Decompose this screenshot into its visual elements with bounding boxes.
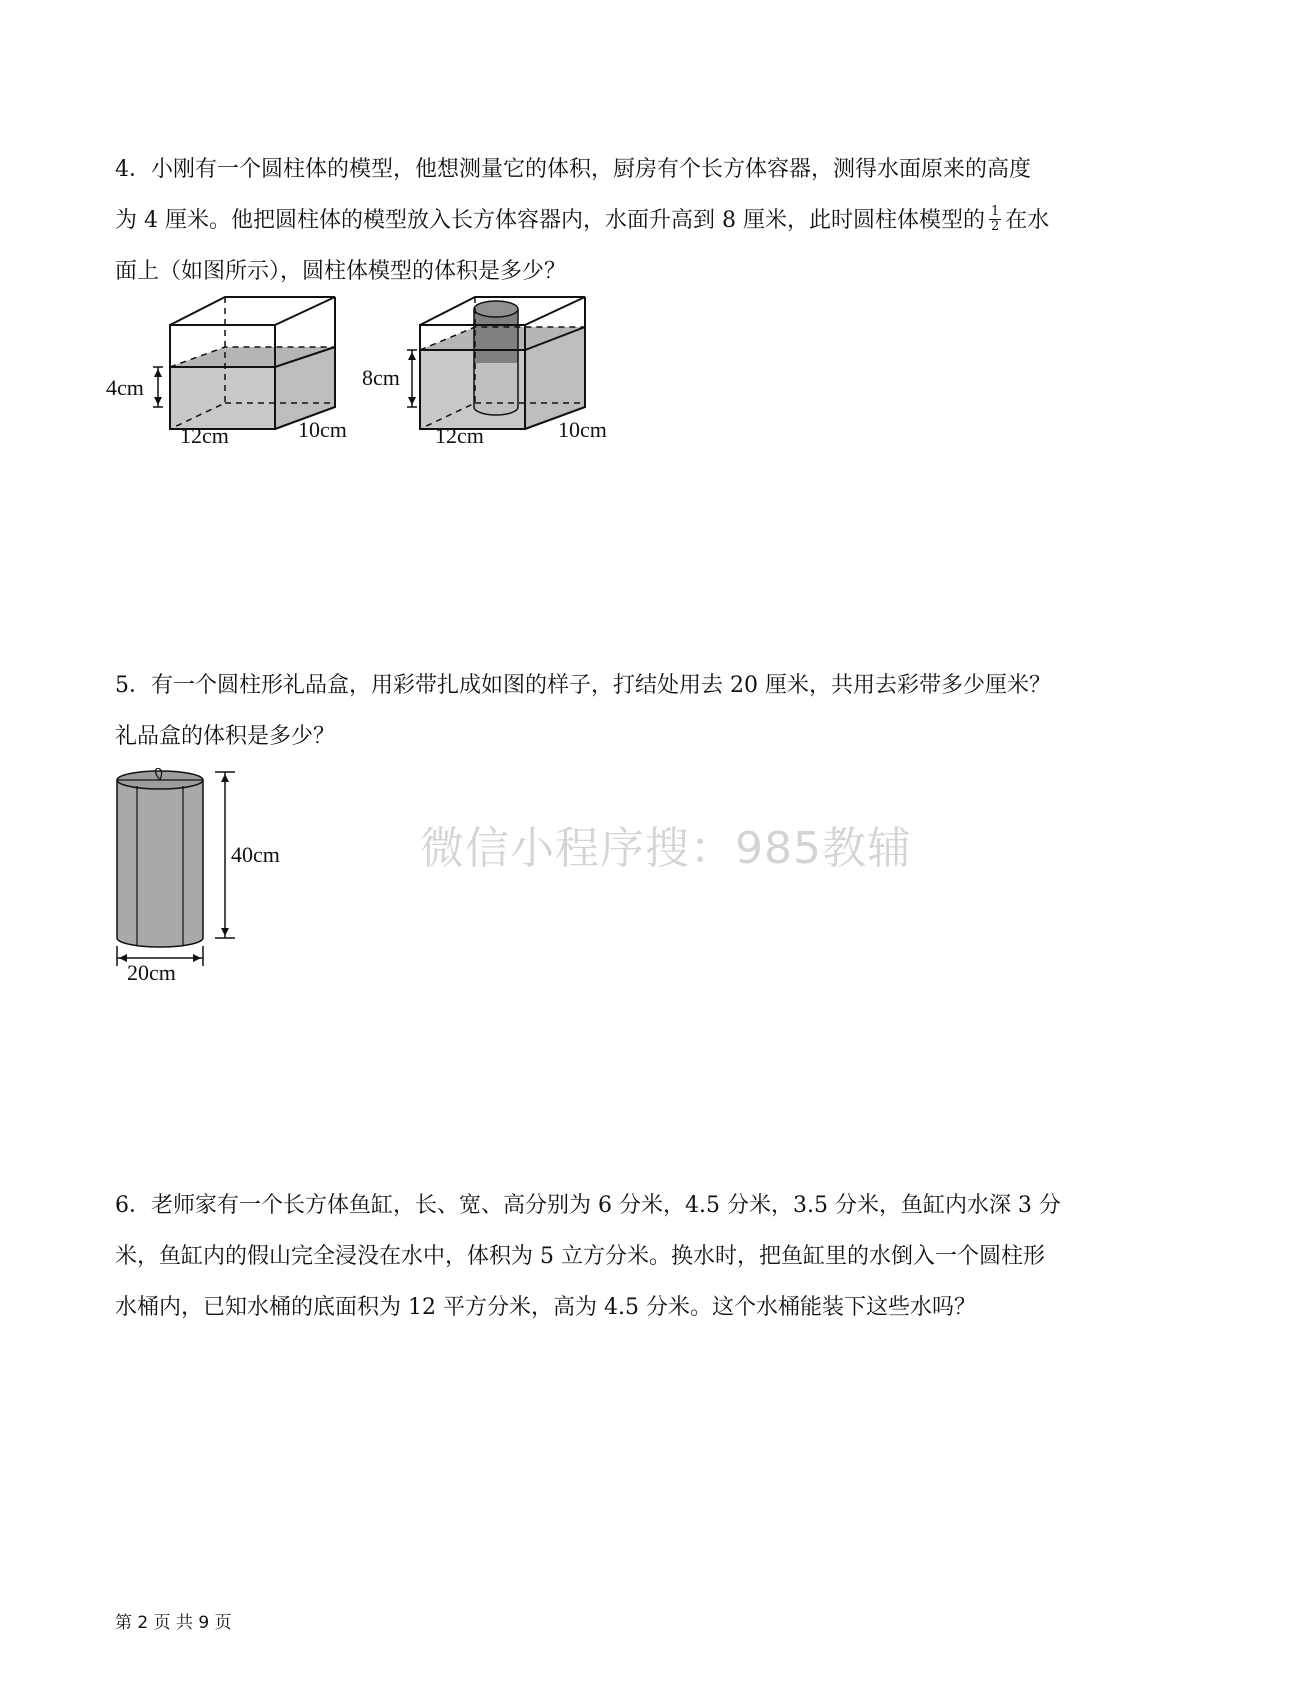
fraction-one-half (989, 205, 1001, 234)
cylinder-model (474, 301, 518, 415)
question-4-line-2-text: 为 4 厘米。他把圆柱体的模型放入长方体容器内，水面升高到 8 厘米，此时圆柱体模型的 (115, 208, 985, 233)
arrow-head-up (221, 774, 229, 782)
diameter-label: 20cm (127, 960, 176, 983)
arrow-head-down (221, 928, 229, 936)
length-label: 12cm (435, 423, 484, 448)
arrow-head-right (193, 954, 201, 962)
fraction-numerator: 1 (990, 203, 1000, 219)
width-label: 10cm (558, 417, 607, 442)
arrow-head-up (408, 352, 416, 360)
question-5-line-1: 5．有一个圆柱形礼品盒，用彩带扎成如图的样子，打结处用去 20 厘米，共用去彩带多少厘米？ (115, 673, 1051, 698)
question-4-line-2-tail: 在水 (1005, 208, 1050, 233)
width-label: 10cm (298, 417, 347, 442)
question-4-line-1: 4．小刚有一个圆柱体的模型，他想测量它的体积，厨房有个长方体容器，测得水面原来的高度 (115, 157, 1032, 182)
page-footer: 第 2 页 共 9 页 (115, 1613, 232, 1633)
watermark: 微信小程序搜：985教辅 (420, 823, 912, 874)
figure-container-8cm (360, 295, 650, 460)
question-6 (115, 1180, 1185, 1333)
question-6-line-2: 米，鱼缸内的假山完全浸没在水中，体积为 5 立方分米。换水时，把鱼缸里的水倒入一个圆柱形 (115, 1244, 1045, 1269)
height-label: 8cm (362, 365, 400, 390)
arrow-head-down (154, 397, 162, 405)
question-6-line-1: 6．老师家有一个长方体鱼缸，长、宽、高分别为 6 分米，4.5 分米，3.5 分米，鱼缸内水深 3 分 (115, 1193, 1061, 1218)
question-4-line-3: 面上（如图所示），圆柱体模型的体积是多少？ (115, 259, 567, 284)
question-4 (115, 144, 1185, 297)
fraction-denominator: 2 (990, 218, 1000, 234)
height-label: 4cm (106, 375, 144, 400)
question-5 (115, 660, 1185, 762)
figure-gift-box (105, 768, 305, 983)
water-region (170, 367, 275, 429)
question-5-line-2: 礼品盒的体积是多少？ (115, 724, 336, 749)
arrow-head-up (154, 369, 162, 377)
arrow-head-left (119, 954, 127, 962)
length-label: 12cm (180, 423, 229, 448)
figure-container-4cm (100, 295, 380, 460)
arrow-head-down (408, 397, 416, 405)
question-6-line-3: 水桶内，已知水桶的底面积为 12 平方分米，高为 4.5 分米。这个水桶能装下这些水吗？ (115, 1295, 976, 1320)
height-label: 40cm (231, 842, 280, 867)
question-4-line-2 (115, 195, 1185, 246)
